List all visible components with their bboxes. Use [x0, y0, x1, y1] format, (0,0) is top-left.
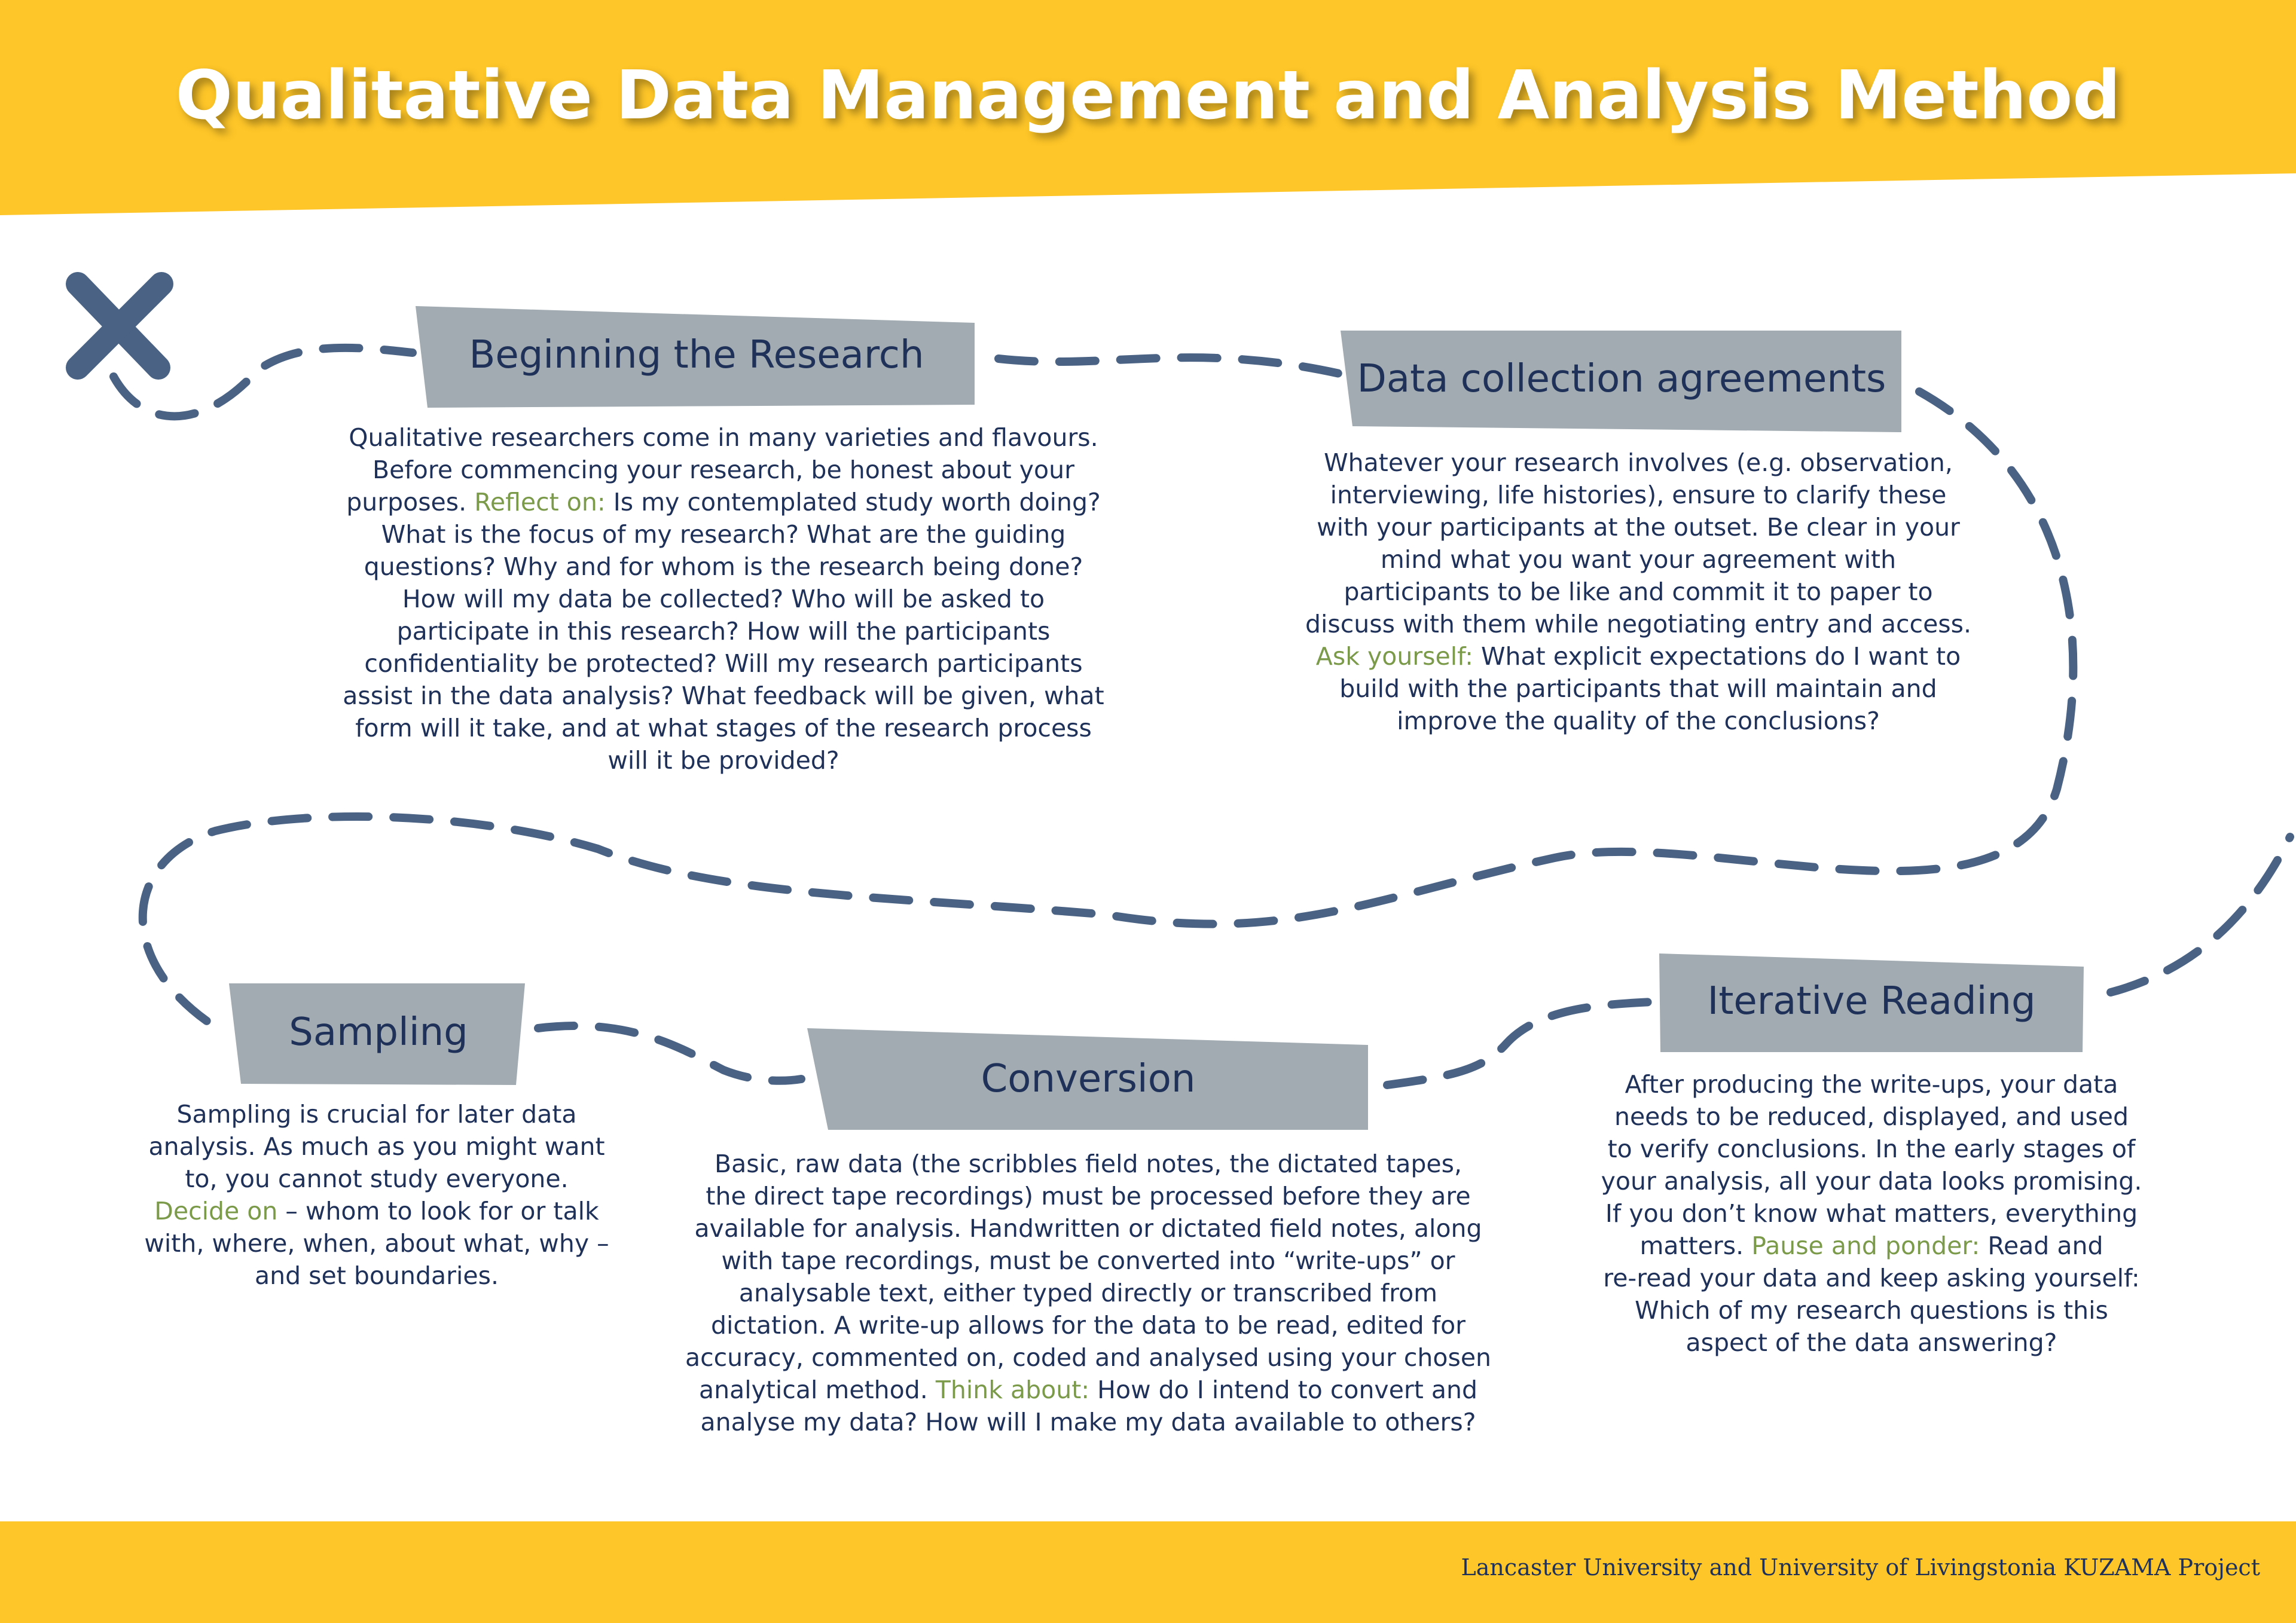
body-line	[646, 1277, 1531, 1309]
heading-label: Beginning the Research	[469, 333, 924, 377]
body-text-segment: Which of my research questions is this	[1635, 1296, 2108, 1325]
body-text-segment: questions? Why and for whom is the research being done?	[364, 552, 1083, 581]
body-line	[299, 421, 1148, 454]
body-line	[108, 1163, 646, 1195]
body-text-segment: participate in this research? How will the participants	[396, 617, 1051, 646]
body-line	[299, 486, 1148, 518]
body-text-segment: If you don’t know what matters, everything	[1605, 1199, 2138, 1228]
body-line	[299, 454, 1148, 486]
body-line	[1561, 1294, 2182, 1326]
body-line	[1250, 479, 2027, 511]
body-line	[299, 712, 1148, 744]
body-line	[646, 1148, 1531, 1180]
step-body-data-collection-agreements	[1250, 447, 2027, 737]
footer-credit: Lancaster University and University of Livingstonia KUZAMA Project	[1461, 1554, 2260, 1581]
body-text-segment: After producing the write-ups, your data	[1625, 1070, 2118, 1099]
body-line	[299, 647, 1148, 680]
step-body-sampling	[108, 1098, 646, 1292]
body-text-segment: purposes.	[346, 488, 475, 516]
body-text-segment: analysable text, either typed directly or transcribed from	[738, 1279, 1438, 1307]
page-title: Qualitative Data Management and Analysis Method	[175, 57, 2121, 135]
body-line	[1561, 1326, 2182, 1359]
body-text-segment: Basic, raw data (the scribbles field notes, the dictated tapes,	[714, 1150, 1463, 1178]
body-line	[299, 583, 1148, 615]
prompt-label: Pause and ponder:	[1751, 1231, 1980, 1260]
body-line	[108, 1195, 646, 1227]
body-line	[108, 1098, 646, 1130]
body-text-segment: improve the quality of the conclusions?	[1397, 707, 1880, 735]
body-text-segment: What is the focus of my research? What are the guiding	[381, 520, 1066, 549]
prompt-label: Reflect on:	[474, 488, 606, 516]
body-line	[1561, 1068, 2182, 1101]
footer-bar	[0, 1521, 2296, 1623]
body-line	[299, 551, 1148, 583]
body-text-segment: interviewing, life histories), ensure to clarify these	[1330, 481, 1947, 509]
body-line	[108, 1130, 646, 1163]
step-heading-data-collection-agreements	[1341, 331, 1903, 432]
body-text-segment: with tape recordings, must be converted into “write-ups” or	[721, 1246, 1455, 1275]
body-line	[646, 1341, 1531, 1374]
body-text-segment: – whom to look for or talk	[277, 1197, 599, 1225]
body-line	[1250, 640, 2027, 673]
body-text-segment: discuss with them while negotiating entry and access.	[1305, 610, 1972, 638]
body-line	[1561, 1165, 2182, 1197]
body-text-segment: confidentiality be protected? Will my research participants	[364, 649, 1083, 678]
body-line	[1250, 608, 2027, 640]
body-text-segment: How will my data be collected? Who will be asked to	[402, 585, 1045, 613]
body-text-segment: with, where, when, about what, why –	[144, 1229, 609, 1258]
body-text-segment: analytical method.	[698, 1376, 936, 1404]
body-text-segment: Is my contemplated study worth doing?	[605, 488, 1101, 516]
x-mark-icon	[63, 269, 176, 383]
body-line	[646, 1406, 1531, 1438]
body-line	[1561, 1262, 2182, 1294]
body-line	[646, 1245, 1531, 1277]
prompt-label: Think about:	[935, 1376, 1090, 1404]
step-heading-beginning-the-research	[416, 306, 978, 408]
body-text-segment: How do I intend to convert and	[1089, 1376, 1478, 1404]
body-text-segment: your analysis, all your data looks promising.	[1601, 1167, 2142, 1196]
body-text-segment: Qualitative researchers come in many varieties and flavours.	[349, 423, 1098, 452]
body-line	[1250, 447, 2027, 479]
body-line	[646, 1374, 1531, 1406]
body-text-segment: mind what you want your agreement with	[1380, 545, 1897, 574]
body-text-segment: Read and	[1980, 1231, 2103, 1260]
body-text-segment: participants to be like and commit it to paper to	[1344, 577, 1933, 606]
body-text-segment: with your participants at the outset. Be clear in your	[1317, 513, 1960, 542]
body-text-segment: analysis. As much as you might want	[148, 1132, 605, 1161]
body-text-segment: the direct tape recordings) must be processed before they are	[706, 1182, 1471, 1211]
body-line	[299, 680, 1148, 712]
body-line	[1561, 1133, 2182, 1165]
body-text-segment: build with the participants that will maintain and	[1339, 674, 1937, 703]
body-text-segment: assist in the data analysis? What feedback will be given, what	[343, 681, 1104, 710]
body-text-segment: What explicit expectations do I want to	[1473, 642, 1961, 671]
body-line	[1561, 1101, 2182, 1133]
step-body-beginning-the-research	[299, 421, 1148, 777]
step-heading-conversion	[807, 1028, 1369, 1130]
body-text-segment: Sampling is crucial for later data	[176, 1100, 577, 1129]
body-line	[646, 1180, 1531, 1212]
step-body-conversion	[646, 1148, 1531, 1438]
body-text-segment: and set boundaries.	[255, 1261, 499, 1290]
body-line	[299, 518, 1148, 551]
body-text-segment: form will it take, and at what stages of the research process	[355, 714, 1092, 742]
body-text-segment: analyse my data? How will I make my data available to others?	[700, 1408, 1476, 1436]
body-text-segment: available for analysis. Handwritten or dictated field notes, along	[694, 1214, 1482, 1243]
body-text-segment: to verify conclusions. In the early stages of	[1607, 1135, 2136, 1163]
body-line	[1561, 1230, 2182, 1262]
body-text-segment: needs to be reduced, displayed, and used	[1614, 1102, 2129, 1131]
prompt-label: Ask yourself:	[1315, 642, 1473, 671]
body-line	[108, 1227, 646, 1260]
body-line	[1250, 576, 2027, 608]
body-text-segment: aspect of the data answering?	[1686, 1328, 2057, 1357]
body-line	[1250, 543, 2027, 576]
body-text-segment: accuracy, commented on, coded and analysed using your chosen	[685, 1343, 1492, 1372]
step-heading-iterative-reading	[1659, 953, 2084, 1052]
prompt-label: Decide on	[154, 1197, 278, 1225]
body-text-segment: re-read your data and keep asking yourself:	[1603, 1264, 2140, 1292]
body-text-segment: Before commencing your research, be honest about your	[373, 456, 1074, 484]
body-text-segment: matters.	[1639, 1231, 1752, 1260]
body-line	[1561, 1197, 2182, 1230]
body-text-segment: will it be provided?	[607, 746, 839, 775]
step-heading-sampling	[229, 983, 528, 1085]
body-line	[1250, 673, 2027, 705]
body-line	[646, 1212, 1531, 1245]
heading-label: Iterative Reading	[1707, 979, 2036, 1023]
body-text-segment: Whatever your research involves (e.g. observation,	[1324, 448, 1953, 477]
body-line	[299, 744, 1148, 777]
step-body-iterative-reading	[1561, 1068, 2182, 1359]
body-line	[299, 615, 1148, 647]
heading-label: Conversion	[981, 1057, 1196, 1101]
body-text-segment: to, you cannot study everyone.	[185, 1164, 569, 1193]
body-line	[1250, 705, 2027, 737]
body-line	[1250, 511, 2027, 543]
heading-label: Sampling	[289, 1010, 468, 1055]
body-line	[646, 1309, 1531, 1341]
body-text-segment: dictation. A write-up allows for the data to be read, edited for	[710, 1311, 1466, 1340]
heading-label: Data collection agreements	[1357, 357, 1886, 401]
body-line	[108, 1260, 646, 1292]
